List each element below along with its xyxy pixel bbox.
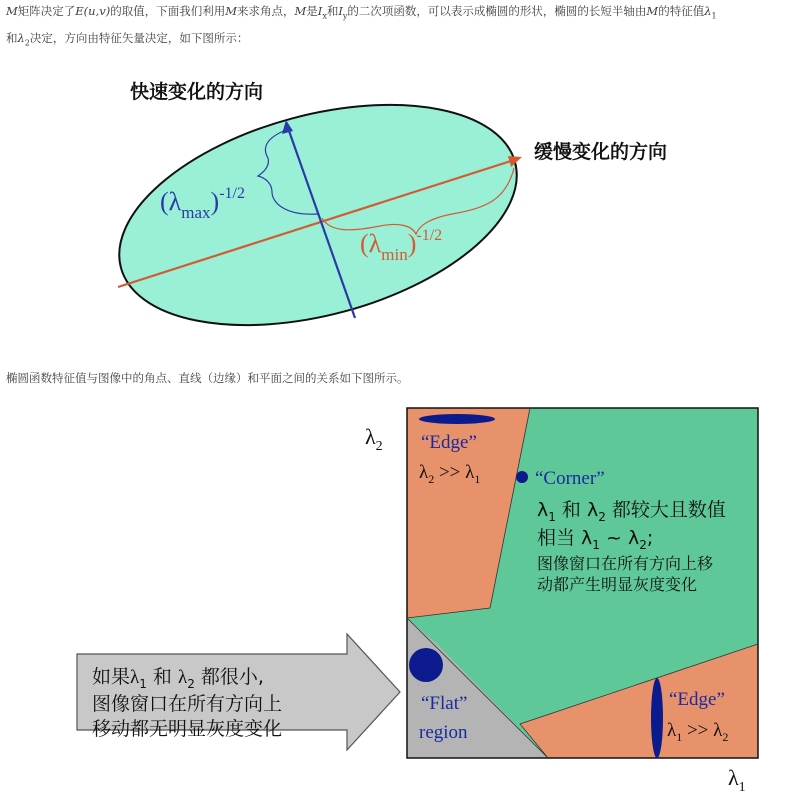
text-segment: 的二次项函数，可以表示成椭圆的形状，椭圆的长短半轴由	[347, 4, 647, 18]
x-axis-label: $\lambda_1$	[728, 765, 746, 795]
math-M: M	[294, 4, 307, 18]
math-Ix: $I_x$	[317, 4, 327, 21]
corner-line4: 动都产生明显灰度变化	[537, 575, 698, 594]
edge-top-marker	[419, 414, 495, 424]
corner-title: “Corner”	[535, 468, 605, 489]
edge-right-title: “Edge”	[669, 689, 725, 710]
lambda-max-label: $(\lambda_{max})^{-1/2}$	[160, 185, 245, 222]
text-segment: 和	[6, 31, 18, 46]
lambda-min-label: $(\lambda_{min})^{-1/2}$	[360, 227, 443, 264]
callout-line1: 如果$\lambda_1$ 和 $\lambda_2$ 都很小,	[92, 666, 264, 691]
text-segment: 的特征值	[658, 4, 705, 18]
edge-right-relation: $\lambda_1 >> \lambda_2$	[667, 720, 729, 744]
text-segment: 是	[306, 4, 318, 18]
math-Iy: $I_y$	[338, 4, 348, 21]
corner-line1: $\lambda_1$ 和 $\lambda_2$ 都较大且数值	[537, 499, 726, 524]
flat-title: “Flat”	[421, 693, 468, 714]
flat-marker	[409, 648, 443, 682]
eigenvalue-regions-figure	[77, 408, 758, 795]
text-segment: 来求角点，	[237, 4, 295, 18]
flat-subtitle: region	[419, 722, 468, 743]
math-M: M	[225, 4, 237, 18]
math-M: M	[6, 4, 18, 18]
corner-marker	[516, 471, 528, 483]
y-axis-label: $\lambda_2$	[365, 424, 383, 454]
math-E-uv: E(u,v)	[75, 4, 111, 18]
callout-line3: 移动都无明显灰度变化	[92, 718, 283, 740]
callout-line2: 图像窗口在所有方向上	[92, 693, 283, 715]
corner-line3: 图像窗口在所有方向上移	[537, 554, 714, 573]
corner-line2: 相当 $\lambda_1$ ~ $\lambda_2$;	[537, 527, 654, 552]
math-lambda2: $\lambda_2$	[17, 31, 30, 48]
text-segment: 的取值，下面我们利用	[110, 4, 226, 18]
slow-direction-label: 缓慢变化的方向	[534, 141, 668, 163]
text-segment: 决定，方向由特征矢量决定，如下图所示：	[29, 31, 249, 46]
math-M: M	[646, 4, 659, 18]
math-lambda1: $\lambda_1$	[704, 4, 717, 21]
text-segment: 矩阵决定了	[17, 4, 76, 18]
ellipse-figure	[95, 66, 667, 365]
relation-paragraph: 椭圆函数特征值与图像中的角点、直线（边缘）和平面之间的关系如下图所示。	[6, 371, 409, 385]
edge-top-relation: $\lambda_2 >> \lambda_1$	[419, 462, 481, 486]
text-segment: 和	[326, 4, 339, 18]
edge-top-title: “Edge”	[421, 432, 477, 453]
fast-direction-label: 快速变化的方向	[130, 81, 264, 103]
edge-right-marker	[651, 678, 663, 758]
